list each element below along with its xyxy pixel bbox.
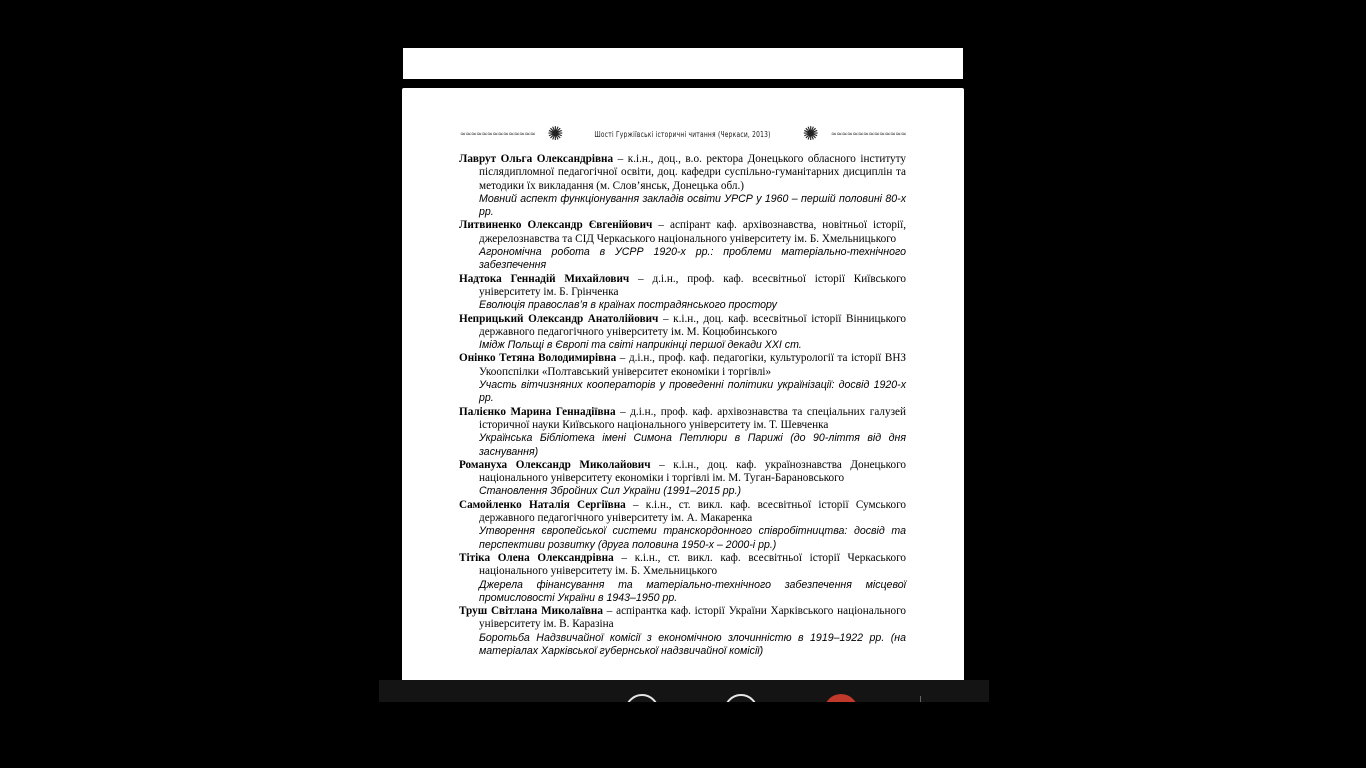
participant-name: Онінко Тетяна Володимирівна (459, 352, 617, 365)
toolbar-round-button[interactable] (625, 694, 659, 702)
ornament-left: ≈≈≈≈≈≈≈≈≈≈≈≈≈≈ (460, 130, 536, 138)
toolbar-round-button[interactable] (724, 694, 758, 702)
participant-topic: Становлення Збройних Сил України (1991–2015 рр.) (479, 485, 742, 498)
running-header (460, 123, 906, 145)
participant-details: – к.і.н., ст. викл. каф. всесвітньої історії Сумського державного педагогічного університету ім. А. Макаренка (479, 498, 906, 525)
toolbar-red-button[interactable] (824, 694, 858, 702)
ornament-right: ≈≈≈≈≈≈≈≈≈≈≈≈≈≈ (830, 130, 906, 138)
participant-entry (459, 605, 906, 658)
participant-details: – д.і.н., проф. каф. архівознавства та спеціальних галузей історичної науки Київського національного університету ім. Т. Шевченка (479, 405, 906, 431)
participant-details: – к.і.н., доц. каф. всесвітньої історії Вінницького державного педагогічного університету ім. М. Коцюбинського (479, 312, 906, 338)
participant-name: Романуха Олександр Миколайович (459, 458, 651, 471)
participant-name: Палієнко Марина Геннадіївна (459, 405, 616, 418)
participant-entry (459, 313, 906, 353)
participant-details: – аспірантка каф. історії України Харківського національного університету ім. В. Каразіна (479, 605, 906, 631)
participant-topic: Утворення європейської системи транскордонного співробітництва: досвід та перспективи розвитку (друга половина 1950-х – 2000-і рр.) (479, 525, 906, 551)
participant-details: – к.і.н., ст. викл. каф. всесвітньої історії Черкаського національного університету ім. Б. Хмельницького (479, 551, 907, 578)
participant-topic: Мовний аспект функціонування закладів освіти УРСР у 1960 – першій половині 80-х рр. (479, 192, 906, 219)
participant-topic: Боротьба Надзвичайної комісії з економічною злочинністю в 1919–1922 рр. (на матеріалах Харківської губернської надзвичайної комісії) (479, 631, 906, 657)
previous-page-bottom (403, 48, 963, 79)
flower-ornament-icon: ✺ (547, 123, 564, 145)
participant-topic: Українська Бібліотека імені Симона Петлюри в Парижі (до 90-ліття від дня заснування) (479, 432, 906, 458)
participant-list (459, 153, 906, 658)
participant-topic: Еволюція православ’я в країнах пострадянського простору (479, 299, 777, 312)
participant-entry (459, 153, 906, 219)
participant-name: Неприцький Олександр Анатолійович (459, 312, 659, 325)
participant-details: – к.і.н., доц. каф. українознавства Донецького національного університету економіки і торгівлі ім. М. Туган-Барановського (479, 458, 906, 485)
document-page[interactable] (402, 88, 964, 682)
participant-details: – аспірант каф. архівознавства, новітньої історії, джерелознавства та СІД Черкаського національного університету ім. Б. Хмельницького (479, 219, 906, 245)
participant-topic: Джерела фінансування та матеріально-технічного забезпечення місцевої промисловості України в 1943–1950 рр. (479, 578, 906, 604)
participant-details: – д.і.н., проф. каф. всесвітньої історії Київського університету ім. Б. Грінченка (479, 272, 907, 298)
participant-entry (459, 273, 906, 313)
participant-topic: Імідж Польщі в Європі та світі наприкінці першої декади XXI ст. (479, 339, 802, 352)
participant-name: Лаврут Ольга Олександрівна (459, 153, 614, 165)
flower-ornament-icon: ✺ (802, 123, 819, 145)
participant-details: – к.і.н., доц., в.о. ректора Донецького обласного інституту післядипломної педагогічної освіти, доц. кафедри суспільно-гуманітарних дисциплін та методики їх викладання (м. Слов’янськ, Донецька обл.) (479, 153, 906, 192)
participant-topic: Участь вітчизняних кооператорів у проведенні політики українізації: досвід 1920-х рр. (479, 379, 906, 405)
participant-entry (459, 406, 906, 459)
participant-name: Труш Світлана Миколаївна (459, 605, 603, 618)
participant-entry (459, 352, 906, 405)
participant-details: – д.і.н., проф. каф. педагогіки, культурології та історії ВНЗ Укоопспілки «Полтавський університет економіки і торгівлі» (479, 352, 907, 378)
participant-entry (459, 219, 906, 272)
participant-topic: Агрономічна робота в УСРР 1920-х рр.: проблеми матеріально-технічного забезпечення (479, 246, 906, 272)
running-header-title: Шості Гуржіївські історичні читання (Черкаси, 2013) (594, 129, 772, 139)
participant-entry (459, 552, 906, 605)
participant-name: Самойленко Наталія Сергіївна (459, 498, 626, 511)
toolbar-divider (920, 696, 921, 702)
viewer-toolbar (379, 680, 989, 702)
participant-name: Тітіка Олена Олександрівна (459, 551, 614, 564)
participant-entry (459, 499, 906, 552)
participant-entry (459, 459, 906, 499)
participant-name: Надтока Геннадій Михайлович (459, 272, 630, 285)
participant-name: Литвиненко Олександр Євгенійович (459, 219, 653, 232)
